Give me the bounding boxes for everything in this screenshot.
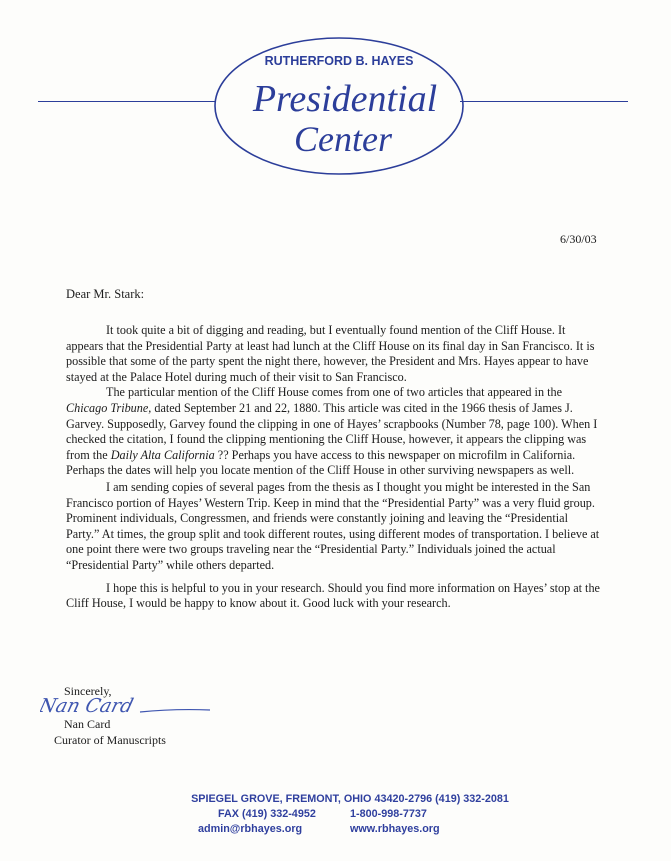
body-paragraph	[66, 480, 600, 574]
paragraph-text: The particular mention of the Cliff House comes from one of two articles that appeared in the	[106, 385, 562, 400]
body-paragraph	[66, 581, 600, 612]
paragraph-text: I hope this is helpful to you in your research. Should you find more information on Hayes’ stop at the Cliff House, I would be happy to know about it. Good luck with your research.	[66, 580, 600, 611]
footer-fax: FAX (419) 332-4952	[218, 808, 316, 820]
signer-title: Curator of Manuscripts	[54, 733, 166, 747]
footer-email: admin@rbhayes.org	[198, 823, 303, 835]
footer-web: www.rbhayes.org	[350, 823, 440, 835]
footer-tollfree: 1-800-998-7737	[350, 808, 427, 820]
letterhead-logo	[213, 35, 465, 177]
signer-name: Nan Card	[64, 717, 111, 731]
letter-date: 6/30/03	[560, 232, 597, 246]
body-paragraph	[66, 323, 600, 385]
paragraph-text: It took quite a bit of digging and reading, but I eventually found mention of the Cliff House. It appears that the Presidential Party at least had lunch at the Cliff House on its final day in San Francisco. It is possible that some of the party spent the night there, however, the President and Mrs. Hayes appear to have stayed at the Palace Hotel during much of their visit to San Francisco.	[66, 323, 595, 384]
logo-org-main-1: Presidential	[252, 78, 438, 120]
signature-script: Nan Card	[40, 694, 136, 717]
paragraph-text: dated September 21 and 22, 1880. This article was cited in the 1966 thesis of James J. Garvey. Supposedly, Garvey found the clipping in one of Hayes’ scrapbooks (Number 78, page 100). When I checked the citation, I found the clipping mentioning the Cliff House, however, it appears the clipping was from the	[66, 400, 598, 462]
logo-seal	[213, 35, 465, 177]
italic-citation: Daily Alta California	[110, 447, 215, 462]
letterhead-rule-right	[460, 101, 628, 102]
letterhead-rule-left	[38, 101, 215, 102]
closing: Sincerely,	[64, 684, 112, 698]
logo-org-main-2: Center	[294, 119, 392, 159]
salutation: Dear Mr. Stark:	[66, 287, 145, 301]
footer-address: SPIEGEL GROVE, FREMONT, OHIO 43420-2796 (419) 332-2081	[191, 793, 509, 805]
italic-citation: Chicago Tribune,	[66, 400, 152, 415]
paragraph-text: ?? Perhaps you have access to this newspaper on microfilm in California. Perhaps the dates will help you locate mention of the Cliff House in other surviving newspapers as well.	[66, 447, 576, 478]
body-paragraph	[66, 385, 600, 479]
letterhead-footer	[100, 792, 600, 837]
paragraph-text: I am sending copies of several pages from the thesis as I thought you might be interested in the San Francisco portion of Hayes’ Western Trip. Keep in mind that the “Presidential Party” was a very fluid group. Prominent individuals, Congressmen, and friends were constantly joining and leaving the “Presidential Party.” At times, the group split and took different routes, using different modes of transportation. I believe at one point there were two groups traveling near the “Presidential Party.” Individuals joined the actual “Presidential Party” while others departed.	[66, 479, 600, 572]
logo-org-top: RUTHERFORD B. HAYES	[264, 54, 414, 68]
letter-body	[66, 323, 600, 612]
